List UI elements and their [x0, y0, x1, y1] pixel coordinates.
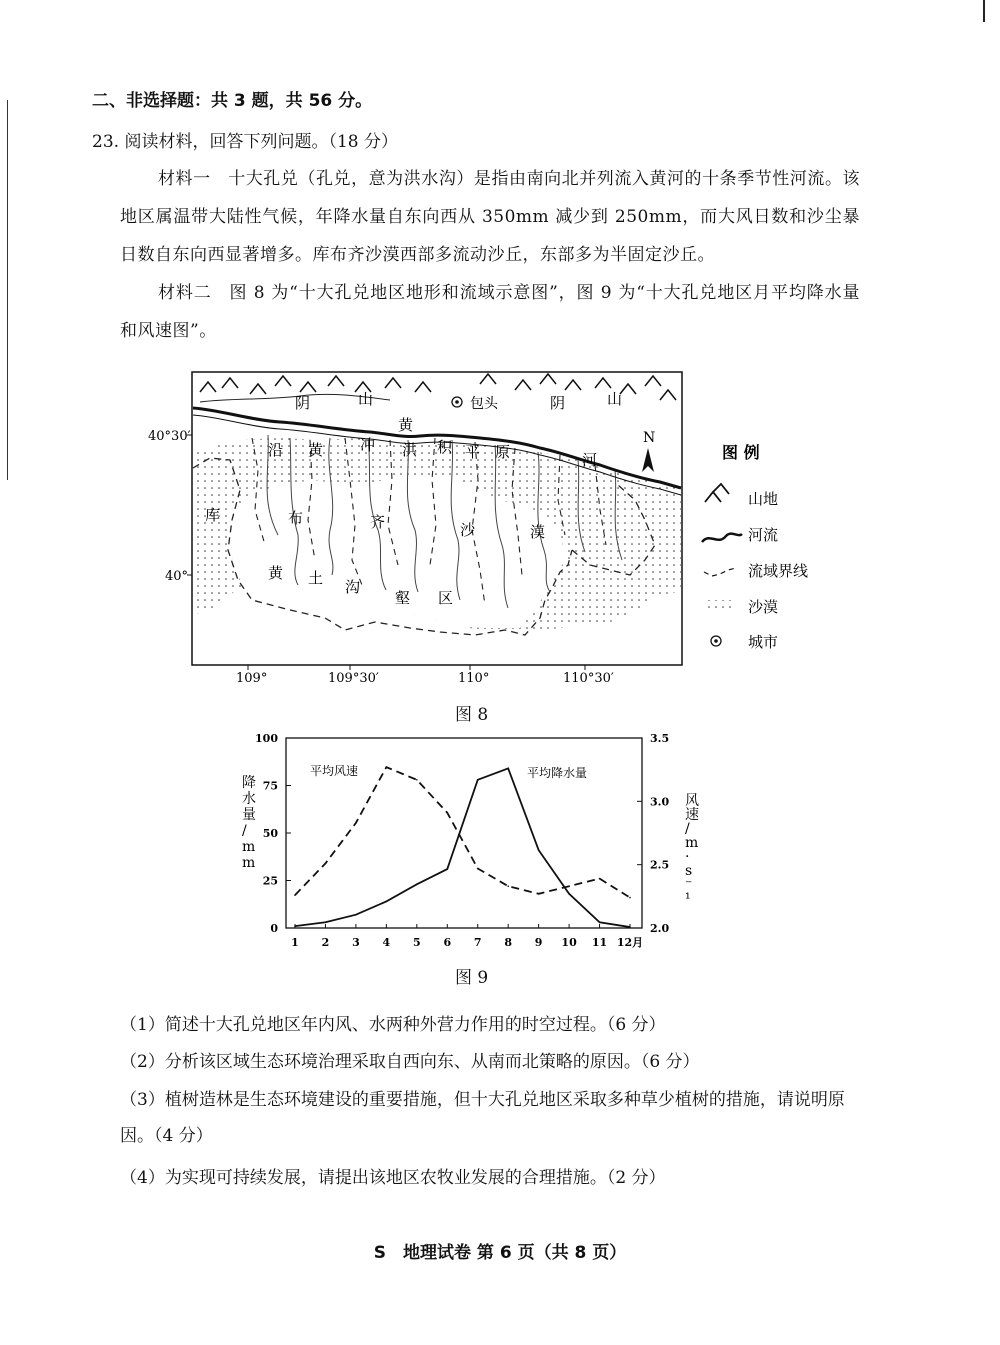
map-char: 黄	[398, 416, 414, 434]
right-tick-label: 2.0	[650, 922, 670, 935]
map-char: 阴	[550, 394, 566, 412]
lon-label-4: 110°30′	[563, 671, 614, 686]
lon-label-3: 110°	[458, 671, 490, 686]
map-char: 河	[582, 451, 598, 469]
right-tick-label: 2.5	[650, 858, 670, 872]
map-char: 山	[358, 390, 374, 408]
lat-label-1: 40°30′	[148, 429, 191, 444]
watershed-boundary-icon	[704, 568, 736, 576]
precip-point	[477, 779, 479, 781]
corner-mark	[983, 0, 985, 22]
lon-label-1: 109°	[236, 671, 268, 686]
map-char: 区	[438, 589, 454, 607]
sub-question-1: （1）简述十大孔兑地区年内风、水两种外营力作用的时空过程。（6 分）	[120, 1015, 666, 1035]
sub-question-3: （3）植树造林是生态环境建设的重要措施，但十大孔兑地区采取多种草少植树的措施，请说明原因。（4 分）	[120, 1090, 845, 1146]
wind-point	[416, 779, 418, 781]
wind-line	[295, 767, 630, 897]
sub-question-2: （2）分析该区域生态环境治理采取自西向东、从南而北策略的原因。（6 分）	[120, 1052, 700, 1072]
x-tick-label: 5	[412, 936, 421, 949]
right-tick-label: 3.0	[650, 795, 670, 809]
x-tick-label: 2	[321, 936, 330, 949]
legend-label-city: 城市	[748, 633, 779, 651]
section-heading: 二、非选择题：共 3 题，共 56 分。	[92, 91, 373, 111]
fig9-caption: 图 9	[455, 968, 489, 988]
map-char: 齐	[370, 513, 386, 531]
wind-point	[538, 893, 540, 895]
precip-wind-chart	[230, 725, 710, 960]
wind-point	[325, 863, 327, 865]
map-char: 黄	[308, 441, 324, 459]
precip-series-label: 平均降水量	[527, 766, 588, 780]
precip-point	[446, 868, 448, 870]
precip-point	[568, 893, 570, 895]
question-title: 23. 阅读材料，回答下列问题。（18 分）	[92, 132, 398, 152]
wind-point	[507, 885, 509, 887]
left-tick-label: 100	[255, 732, 278, 745]
legend-label-mountain: 山地	[748, 490, 779, 508]
x-tick-label: 11	[591, 936, 608, 949]
left-axis-title: 降水量/ m m	[242, 775, 256, 871]
legend-label-river: 河流	[748, 526, 779, 544]
precip-line	[295, 768, 630, 927]
left-tick-label: 75	[262, 779, 278, 793]
wind-point	[446, 812, 448, 814]
wind-point	[477, 868, 479, 870]
map-char: 黄	[268, 564, 284, 582]
precip-point	[355, 914, 357, 916]
wind-point	[355, 822, 357, 824]
city-dot	[455, 400, 459, 404]
city-label: 包头	[470, 396, 498, 412]
city-dot	[714, 639, 718, 643]
fig8-caption: 图 8	[455, 705, 489, 725]
map-char: 平	[465, 443, 481, 461]
map-char: 布	[288, 509, 304, 527]
x-tick-label: 3	[352, 936, 360, 949]
map-char: 壑	[395, 589, 411, 607]
x-tick-label: 1	[291, 936, 299, 949]
precip-point	[325, 922, 327, 924]
left-tick-label: 0	[270, 922, 278, 935]
lat-label-2: 40°	[165, 569, 189, 584]
river-icon	[702, 534, 742, 542]
right-axis-title: 风速/ m · s ⁻ ¹	[685, 793, 699, 907]
x-tick-label: 12月	[616, 936, 644, 949]
map-char: 冲	[360, 436, 376, 454]
precip-point	[538, 849, 540, 851]
map-char: 沙	[460, 521, 476, 539]
material-two: 材料二 图 8 为“十大孔兑地区地形和流域示意图”，图 9 为“十大孔兑地区月平均降水量和风速图”。	[120, 283, 860, 341]
precip-point	[386, 901, 388, 903]
wind-point	[629, 897, 631, 899]
x-tick-label: 8	[504, 936, 513, 949]
map-char: 土	[308, 569, 324, 587]
legend-title: 图 例	[722, 443, 760, 462]
map-char: 库	[205, 506, 221, 524]
x-tick-label: 7	[473, 936, 482, 949]
right-tick-label: 3.5	[650, 732, 670, 745]
legend-label-boundary: 流域界线	[748, 562, 809, 580]
precip-point	[507, 768, 509, 770]
page-footer: S 地理试卷 第 6 页（共 8 页）	[373, 1243, 627, 1263]
precip-point	[629, 926, 631, 928]
map-char: 原	[495, 443, 511, 461]
wind-point	[386, 766, 388, 768]
sub-question-4: （4）为实现可持续发展，请提出该地区农牧业发展的合理措施。（2 分）	[120, 1168, 666, 1188]
left-tick-label: 50	[262, 827, 278, 840]
map-char: 沟	[345, 578, 361, 596]
yin-mountains	[200, 374, 676, 400]
precip-point	[416, 884, 418, 886]
x-tick-label: 6	[443, 936, 452, 949]
material-one: 材料一 十大孔兑（孔兑，意为洪水沟）是指由南向北并列流入黄河的十条季节性河流。该地区属温带大陆性气候，年降水量自东向西从 350mm 减少到 250mm，而大风日数和沙尘暴日数自东向西显著增多。库布齐沙漠西部多流动沙丘，东部多为半固定沙丘。	[120, 169, 860, 265]
lon-label-2: 109°30′	[328, 671, 379, 686]
north-arrow-icon	[642, 448, 654, 472]
map-char: 洪	[402, 441, 418, 459]
north-label: N	[643, 430, 656, 446]
left-tick-label: 25	[262, 874, 278, 888]
wind-point	[294, 894, 296, 896]
wind-point	[599, 878, 601, 880]
precip-point	[599, 922, 601, 924]
terrain-watershed-map	[140, 360, 840, 690]
desert-icon	[706, 600, 736, 612]
wind-series-label: 平均风速	[310, 764, 359, 778]
legend-label-desert: 沙漠	[748, 598, 779, 616]
x-tick-label: 4	[382, 936, 391, 949]
wind-point	[568, 885, 570, 887]
precip-point	[294, 925, 296, 927]
margin-line	[7, 100, 8, 480]
map-char: 沿	[268, 441, 284, 459]
x-tick-label: 10	[561, 936, 577, 949]
mountain-icon	[705, 484, 729, 502]
map-char: 漠	[530, 523, 546, 541]
map-char: 山	[607, 390, 623, 408]
map-char: 阴	[295, 394, 311, 412]
map-char: 积	[437, 438, 453, 456]
x-tick-label: 9	[534, 936, 543, 949]
